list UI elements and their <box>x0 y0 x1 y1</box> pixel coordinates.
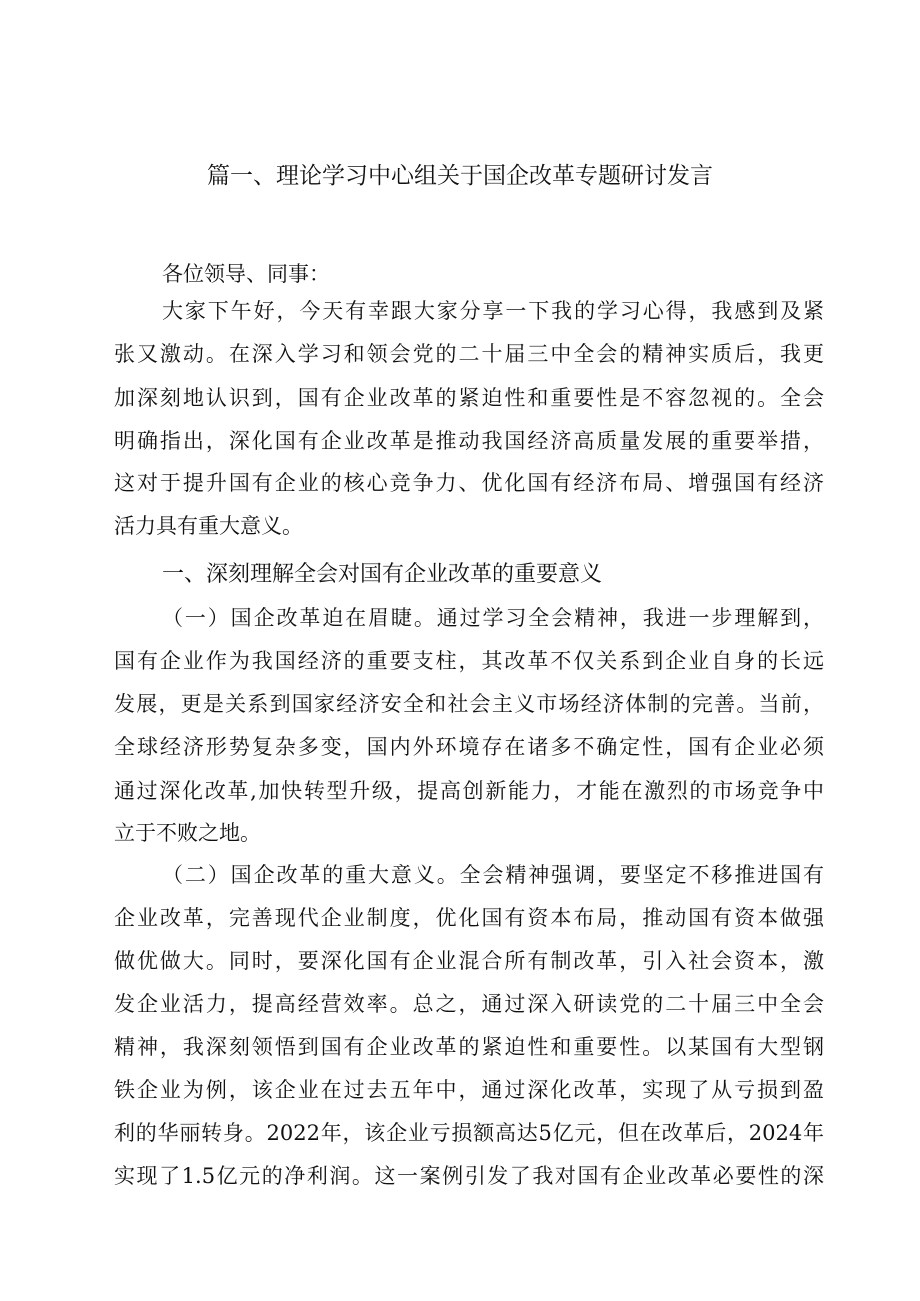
paragraph-line: 企业改革，完善现代企业制度，优化国有资本布局，推动国有资本做强 <box>114 906 824 930</box>
paragraph-line: 立于不败之地。 <box>114 821 261 845</box>
paragraph-line: （二）国企改革的重大意义。全会精神强调，要坚定不移推进国有 <box>162 863 824 887</box>
paragraph-line: 做优做大。同时，要深化国有企业混合所有制改革，引入社会资本，激 <box>114 949 824 973</box>
paragraph-line: 发企业活力，提高经营效率。总之，通过深入研读党的二十届三中全会 <box>114 992 824 1016</box>
paragraph-line: 通过深化改革,加快转型升级，提高创新能力，才能在激烈的市场竞争中 <box>114 779 824 803</box>
paragraph-line: （一）国企改革迫在眉睫。通过学习全会精神，我进一步理解到， <box>162 606 824 630</box>
paragraph-line: 精神，我深刻领悟到国有企业改革的紧迫性和重要性。以某国有大型钢 <box>114 1035 824 1059</box>
intro-line: 这对于提升国有企业的核心竞争力、优化国有经济布局、增强国有经济 <box>114 471 824 495</box>
section-heading: 一、深刻理解全会对国有企业改革的重要意义 <box>162 562 603 587</box>
salutation: 各位领导、同事： <box>162 262 330 286</box>
intro-line: 加深刻地认识到，国有企业改革的紧迫性和重要性是不容忽视的。全会 <box>114 386 824 410</box>
intro-line: 张又激动。在深入学习和领会党的二十届三中全会的精神实质后，我更 <box>114 342 824 366</box>
intro-line: 活力具有重大意义。 <box>114 514 303 538</box>
paragraph-line: 利的华丽转身。2022年，该企业亏损额高达5亿元，但在改革后，2024年 <box>114 1121 824 1145</box>
intro-line: 明确指出，深化国有企业改革是推动我国经济高质量发展的重要举措， <box>114 429 824 453</box>
document-title: 篇一、理论学习中心组关于国企改革专题研讨发言 <box>207 163 713 189</box>
paragraph-line: 实现了1.5亿元的净利润。这一案例引发了我对国有企业改革必要性的深 <box>114 1164 824 1188</box>
paragraph-line: 发展，更是关系到国家经济安全和社会主义市场经济体制的完善。当前， <box>114 692 824 716</box>
paragraph-line: 全球经济形势复杂多变，国内外环境存在诸多不确定性，国有企业必须 <box>114 735 824 759</box>
paragraph-line: 国有企业作为我国经济的重要支柱，其改革不仅关系到企业自身的长远 <box>114 649 824 673</box>
paragraph-line: 铁企业为例，该企业在过去五年中，通过深化改革，实现了从亏损到盈 <box>114 1078 824 1102</box>
intro-line: 大家下午好，今天有幸跟大家分享一下我的学习心得，我感到及紧 <box>162 299 824 323</box>
